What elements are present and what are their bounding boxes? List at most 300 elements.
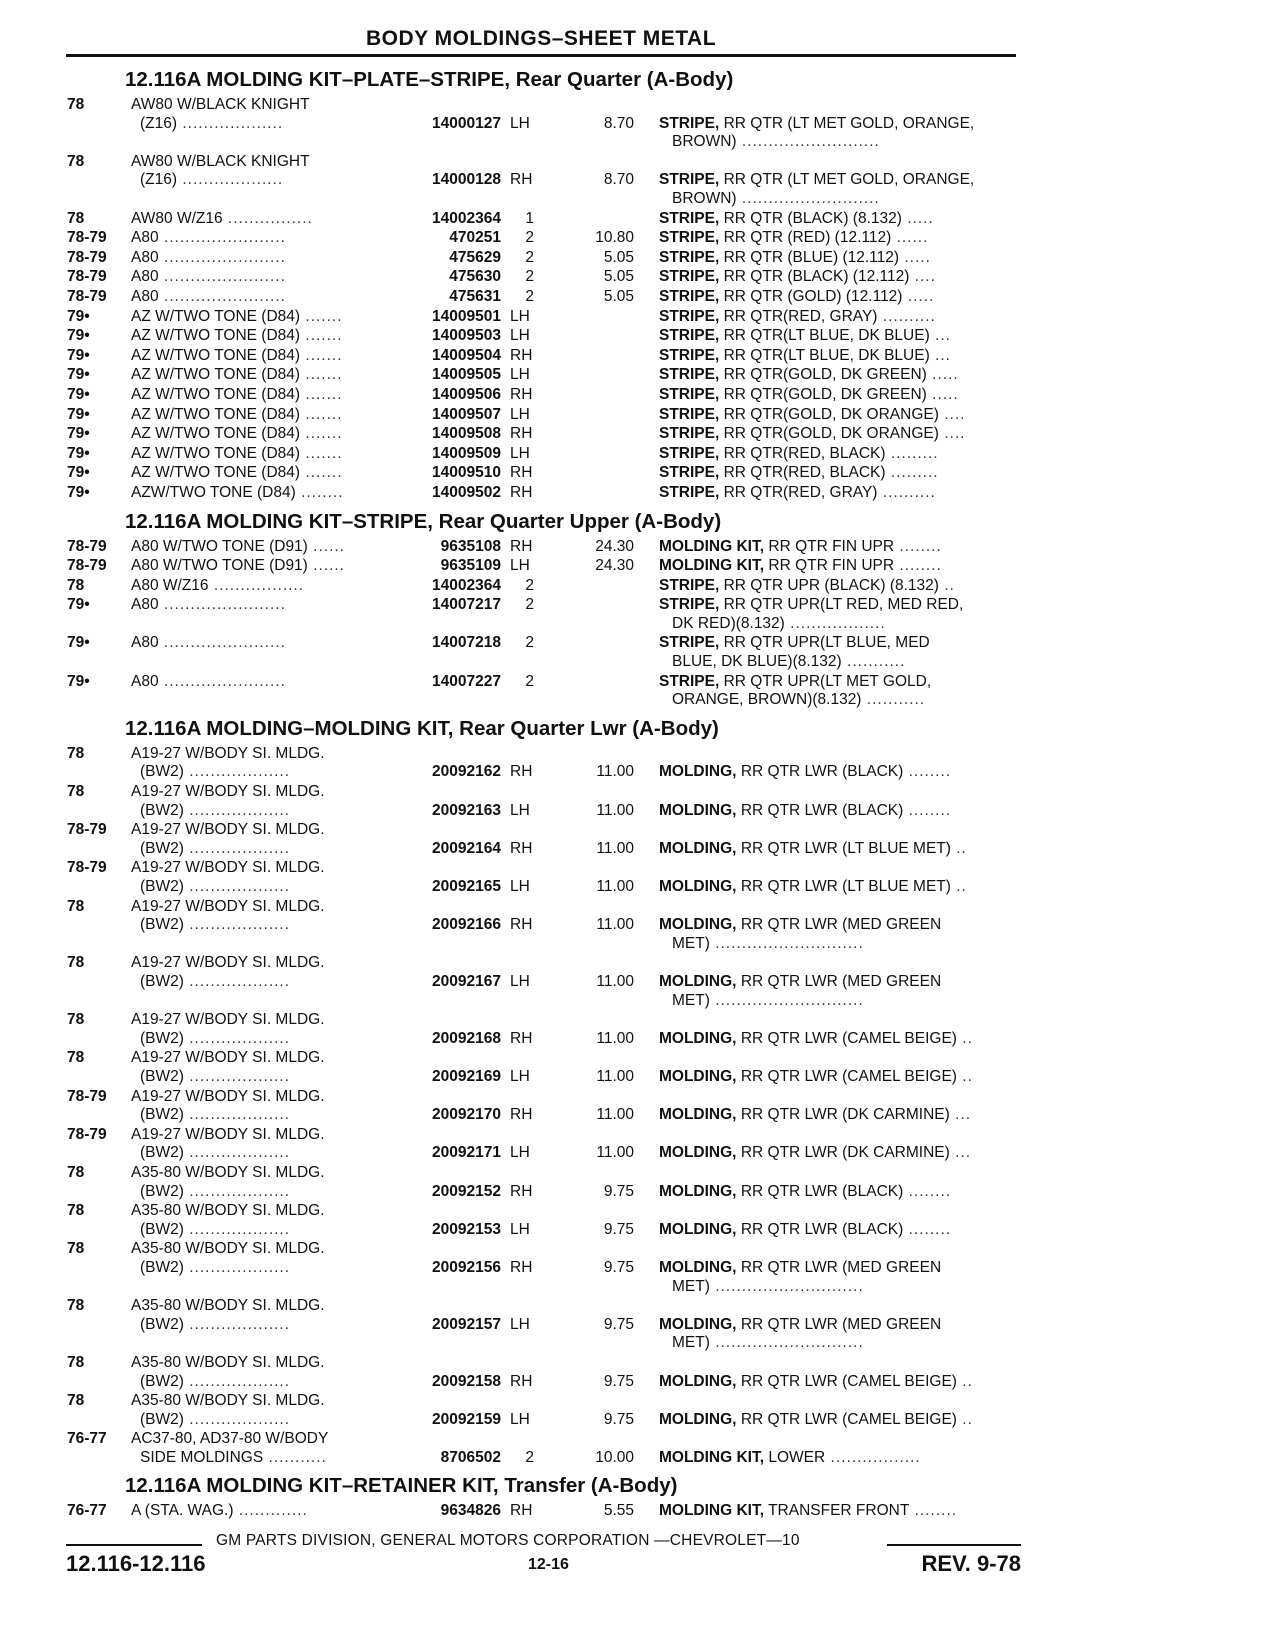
part-name-detail: RR QTR(LT BLUE, DK BLUE) [723,346,930,364]
part-name-cont-text: DK RED)(8.132) [672,614,785,632]
part-name-cont [672,1278,864,1296]
table-row [0,859,1280,897]
part-name [659,1106,971,1124]
part-name [659,802,951,820]
leader-dots: ........ [903,801,952,819]
part-number: 14009501 [432,307,501,325]
table-row [0,1240,1280,1297]
table-row [0,386,1280,406]
model-description-text: AW80 W/BLACK KNIGHT [131,152,310,170]
quantity: RH [510,425,533,443]
quantity: LH [510,1315,530,1333]
part-name-noun: STRIPE, [659,385,720,403]
list-price: 9.75 [603,1182,634,1200]
leader-dots: ....... [300,444,343,462]
part-name-detail: RR QTR (LT MET GOLD, ORANGE, [723,171,975,189]
part-number: 20092170 [432,1106,501,1124]
model-description-text: A35-80 W/BODY SI. MLDG. [131,1163,325,1181]
model-description-cont [140,171,283,189]
part-name-noun: MOLDING, [659,1029,737,1047]
section-title [0,1472,1280,1502]
part-name-detail: RR QTR LWR (MED GREEN [740,972,942,990]
part-name-noun: MOLDING, [659,839,737,857]
part-name-cont-text: MET) [672,1334,710,1352]
part-name [659,347,951,365]
part-name [659,327,951,345]
table-row [0,268,1280,288]
part-name-noun: STRIPE, [659,672,720,690]
part-number: 20092164 [432,839,501,857]
table-row [0,783,1280,821]
table-row [0,954,1280,1011]
model-description-text: A35-80 W/BODY SI. MLDG. [131,1392,325,1410]
part-name [659,1068,973,1086]
model-description [131,1011,325,1029]
model-year: 79• [67,366,90,384]
table-row [0,1502,1280,1522]
leader-dots: ................... [183,839,291,857]
part-name [659,596,963,614]
leader-dots: ................... [183,763,291,781]
model-year: 79• [67,307,90,325]
leader-dots: ........... [263,1448,327,1466]
model-description-cont [140,802,290,820]
model-year: 78 [67,1353,85,1371]
leader-dots: .. [938,576,955,594]
part-name-detail: RR QTR LWR (CAMEL BEIGE) [740,1372,957,1390]
model-description [131,557,345,575]
model-year: 78 [67,1202,85,1220]
model-year: 78 [67,954,85,972]
part-number: 14009503 [432,327,501,345]
model-description-cont-text: (BW2) [140,1258,184,1276]
table-row [0,327,1280,347]
list-price: 8.70 [603,114,634,132]
part-name-noun: MOLDING, [659,1220,737,1238]
model-description-cont-text: SIDE MOLDINGS [140,1448,264,1466]
model-year: 78 [67,1011,85,1029]
part-number: 20092163 [432,801,501,819]
part-name-detail: RR QTR LWR (BLACK) [740,763,904,781]
quantity: RH [510,1182,533,1200]
leader-dots: .......... [877,483,936,501]
page-title: BODY MOLDINGS–SHEET METAL [365,27,717,50]
table-row [0,308,1280,328]
table-row [0,634,1280,672]
part-name [659,1411,973,1429]
model-year: 78 [67,1392,85,1410]
part-number: 20092158 [432,1372,501,1390]
quantity: 2 [525,248,534,266]
quantity: RH [510,483,533,501]
quantity: RH [510,1258,533,1276]
model-description [131,954,325,972]
model-description-cont-text: (BW2) [140,1067,184,1085]
footer-page-number: 12-16 [528,1556,569,1573]
part-name-detail: RR QTR LWR (MED GREEN [740,1258,942,1276]
leader-dots: ................... [183,1067,291,1085]
part-number: 14009504 [432,346,501,364]
model-description-text: AZ W/TWO TONE (D84) [131,425,301,443]
part-name-noun: MOLDING, [659,1067,737,1085]
model-year: 78-79 [67,229,107,247]
model-description [131,745,325,763]
model-description [131,1392,325,1410]
part-name-cont [672,133,880,151]
quantity: RH [510,1029,533,1047]
part-name [659,445,939,463]
model-description-text: A80 W/Z16 [131,576,209,594]
model-description-text: AZ W/TWO TONE (D84) [131,464,301,482]
model-year: 79• [67,405,90,423]
part-name-noun: MOLDING, [659,972,737,990]
part-number: 20092157 [432,1315,501,1333]
leader-dots: .......................... [736,189,880,207]
model-year: 79• [67,444,90,462]
part-name [659,538,942,556]
leader-dots: ................... [183,1106,291,1124]
leader-dots: ... [949,1106,972,1124]
part-name-noun: STRIPE, [659,209,720,227]
model-description-cont [140,973,290,991]
model-year: 76-77 [67,1502,107,1520]
model-description [131,634,286,652]
leader-dots: ....... [300,385,343,403]
model-description-text: A19-27 W/BODY SI. MLDG. [131,1125,325,1143]
model-year: 79• [67,634,90,652]
quantity: LH [510,405,530,423]
model-description-text: AZW/TWO TONE (D84) [131,483,296,501]
list-price: 9.75 [603,1315,634,1333]
model-year: 79• [67,596,90,614]
leader-dots: ..... [902,287,935,305]
part-name-detail: LOWER [768,1448,826,1466]
quantity: LH [510,878,530,895]
part-name-noun: MOLDING, [659,1144,737,1162]
part-name-noun: STRIPE, [659,464,720,482]
model-description [131,1297,325,1315]
list-price: 9.75 [603,1220,634,1238]
model-description [131,1164,325,1182]
part-number: 14009506 [432,385,501,403]
list-price: 11.00 [596,1029,634,1047]
leader-dots: ............................ [709,934,864,952]
leader-dots: ....... [300,327,343,345]
part-name-detail: RR QTR LWR (BLACK) [740,1220,904,1238]
leader-dots: ................... [183,916,291,934]
list-price: 5.05 [603,248,634,266]
model-description-cont [140,1316,290,1334]
part-name-cont-text: MET) [672,991,710,1009]
model-description [131,1354,325,1372]
part-name-noun: STRIPE, [659,287,720,305]
model-year: 78 [67,1049,85,1067]
leader-dots: ........... [861,691,926,709]
leader-dots: ................... [183,1410,291,1428]
part-name [659,268,936,286]
part-name-noun: STRIPE, [659,114,720,132]
part-name [659,840,967,858]
model-description-text: AZ W/TWO TONE (D84) [131,307,301,325]
part-name-cont [672,653,905,671]
leader-dots: ....... [300,346,343,364]
part-name-detail: RR QTR LWR (LT BLUE MET) [740,839,951,857]
leader-dots: ........ [903,1182,952,1200]
model-description [131,308,343,326]
part-number: 20092162 [432,763,501,781]
part-name-noun: MOLDING KIT, [659,537,765,555]
model-description-cont-text: (BW2) [140,763,184,781]
leader-dots: ........ [909,1502,958,1520]
list-price: 10.80 [595,229,634,247]
model-description [131,229,286,247]
quantity: LH [510,366,530,384]
part-name [659,171,974,189]
model-description [131,406,343,424]
leader-dots: ....... [300,307,343,325]
part-name-noun: MOLDING, [659,916,737,934]
model-description [131,464,343,482]
table-row [0,1088,1280,1126]
part-name-noun: STRIPE, [659,229,720,247]
leader-dots: ........ [295,483,344,501]
model-description-cont [140,1411,290,1429]
model-year: 78-79 [67,268,107,286]
section-heading: 12.116A MOLDING KIT–RETAINER KIT, Transfer (A-Body) [125,1474,678,1498]
list-price: 11.00 [596,763,634,781]
model-description-cont [140,1373,290,1391]
model-description-text: A19-27 W/BODY SI. MLDG. [131,1011,325,1029]
model-description [131,484,344,502]
list-price: 9.75 [603,1410,634,1428]
part-name-detail: RR QTR LWR (CAMEL BEIGE) [740,1410,957,1428]
leader-dots: ................... [183,1220,291,1238]
part-name [659,973,941,991]
section-heading: 12.116A MOLDING KIT–PLATE–STRIPE, Rear Quarter (A-Body) [125,68,734,91]
table-row [0,1049,1280,1087]
leader-dots: ................... [183,972,291,990]
model-description-text: AC37-80, AD37-80 W/BODY [131,1430,329,1448]
section-heading: 12.116A MOLDING KIT–STRIPE, Rear Quarter Upper (A-Body) [125,509,722,533]
part-number: 14007227 [432,672,501,690]
part-name-detail: RR QTR LWR (MED GREEN [740,1315,942,1333]
part-name-detail: RR QTR(RED, GRAY) [723,483,878,501]
part-name [659,557,942,575]
part-number: 14000128 [432,171,501,189]
model-description-text: A19-27 W/BODY SI. MLDG. [131,744,325,762]
part-name-detail: RR QTR (RED) (12.112) [723,229,892,247]
model-description-text: AZ W/TWO TONE (D84) [131,366,301,384]
part-name-detail: RR QTR(RED, BLACK) [723,444,886,462]
part-name [659,210,934,228]
part-name-noun: MOLDING KIT, [659,1448,765,1466]
table-row [0,347,1280,367]
leader-dots: ........ [894,557,942,575]
part-name-noun: MOLDING, [659,763,737,781]
model-description-cont [140,115,283,133]
part-name-detail: RR QTR UPR(LT RED, MED RED, [723,596,964,614]
part-number: 14009509 [432,444,501,462]
table-row [0,1392,1280,1430]
leader-dots: ..... [926,385,959,403]
part-name-noun: STRIPE, [659,248,720,266]
quantity: 2 [525,596,534,614]
footer-rule-right [887,1544,1021,1546]
part-number: 14002364 [432,576,501,594]
part-name-detail: RR QTR LWR (DK CARMINE) [740,1144,950,1162]
model-description [131,96,310,114]
leader-dots: ................... [177,171,284,189]
table-row [0,445,1280,465]
section-title [0,508,1280,538]
part-name-detail: RR QTR LWR (CAMEL BEIGE) [740,1067,957,1085]
model-description [131,327,343,345]
part-name [659,1030,973,1048]
part-number: 20092168 [432,1029,501,1047]
model-description [131,1088,325,1106]
model-description-cont-text: (BW2) [140,878,184,895]
part-number: 20092152 [432,1182,501,1200]
list-price: 11.00 [596,972,634,990]
list-price: 8.70 [603,171,634,189]
leader-dots: .......... [877,307,936,325]
part-name-noun: STRIPE, [659,634,720,652]
part-number: 14009505 [432,366,501,384]
part-name [659,386,959,404]
leader-dots: .. [956,1029,973,1047]
model-description [131,673,286,691]
leader-dots: ................... [183,1144,291,1162]
part-number: 14009508 [432,425,501,443]
model-description-cont [140,1106,290,1124]
model-description-text: AZ W/TWO TONE (D84) [131,444,301,462]
model-description-text: A19-27 W/BODY SI. MLDG. [131,1049,325,1067]
model-year: 78-79 [67,557,107,575]
part-name-detail: RR QTR FIN UPR [768,557,895,575]
quantity: RH [510,1502,533,1520]
list-price: 24.30 [595,537,634,555]
part-name-noun: STRIPE, [659,596,720,614]
part-name-detail: RR QTR(GOLD, DK ORANGE) [723,405,939,423]
model-description-cont [140,1068,290,1086]
part-number: 470251 [449,229,501,247]
part-name [659,1316,941,1334]
part-name-cont [672,1334,864,1352]
leader-dots: ............. [233,1502,308,1520]
part-name-detail: RR QTR LWR (BLACK) [740,1182,904,1200]
model-description [131,821,325,839]
model-description [131,153,310,171]
model-description [131,898,325,916]
leader-dots: ....................... [158,634,286,652]
model-description-text: A35-80 W/BODY SI. MLDG. [131,1297,325,1315]
part-name-detail: RR QTR(RED, GRAY) [723,307,878,325]
part-name-detail: RR QTR LWR (BLACK) [740,801,904,819]
quantity: LH [510,557,530,575]
model-description [131,425,343,443]
part-name-noun: MOLDING, [659,1258,737,1276]
table-row [0,538,1280,558]
section-title [0,66,1280,96]
leader-dots: ............................ [709,991,864,1009]
part-name [659,1221,951,1239]
leader-dots: ................... [183,1182,291,1200]
quantity: RH [510,1372,533,1390]
model-description-text: AW80 W/BLACK KNIGHT [131,96,310,113]
part-name-noun: STRIPE, [659,405,720,423]
table-row [0,425,1280,445]
quantity: 2 [525,287,534,305]
quantity: RH [510,464,533,482]
part-name-detail: RR QTR(GOLD, DK GREEN) [723,385,927,403]
leader-dots: ..... [901,209,934,227]
part-name-cont [672,935,864,953]
quantity: LH [510,114,530,132]
quantity: LH [510,801,530,819]
part-name-detail: RR QTR (LT MET GOLD, ORANGE, [723,114,975,132]
leader-dots: ................. [825,1448,921,1466]
quantity: RH [510,916,533,934]
model-year: 78 [67,783,85,801]
quantity: 2 [525,268,534,286]
leader-dots: .. [950,839,967,857]
part-name-detail: RR QTR (BLUE) (12.112) [723,248,900,266]
model-description [131,1126,325,1144]
section-title [0,715,1280,745]
part-number: 9634826 [440,1502,501,1520]
leader-dots: ....... [300,425,343,443]
part-number: 20092156 [432,1258,501,1276]
part-number: 20092169 [432,1067,501,1085]
leader-dots: .... [938,405,966,423]
model-year: 78 [67,576,85,594]
table-row [0,406,1280,426]
list-price: 5.05 [603,287,634,305]
model-year: 78-79 [67,1125,107,1143]
list-price: 9.75 [603,1258,634,1276]
model-description-cont [140,1183,290,1201]
leader-dots: ....................... [158,672,286,690]
part-number: 20092166 [432,916,501,934]
list-price: 11.00 [596,878,634,895]
part-name-noun: MOLDING, [659,1372,737,1390]
quantity: RH [510,346,533,364]
leader-dots: ....................... [158,248,286,266]
model-description-cont-text: (Z16) [140,171,178,189]
model-description-cont-text: (BW2) [140,801,184,819]
part-number: 9635108 [440,537,501,555]
model-description [131,538,345,556]
part-number: 14009510 [432,464,501,482]
model-year: 78-79 [67,287,107,305]
model-description-cont [140,1030,290,1048]
part-number: 9635109 [440,557,501,575]
leader-dots: ................ [222,209,313,227]
model-description [131,783,325,801]
part-name [659,366,959,384]
part-name [659,115,974,133]
model-description-cont-text: (BW2) [140,1182,184,1200]
model-year: 78 [67,209,85,227]
leader-dots: ..... [926,366,959,384]
leader-dots: .. [956,1067,973,1085]
model-description-cont-text: (BW2) [140,839,184,857]
part-name-cont [672,992,864,1010]
part-name-detail: RR QTR UPR(LT BLUE, MED [723,634,930,652]
model-year: 78 [67,744,85,762]
quantity: LH [510,972,530,990]
table-row [0,673,1280,711]
